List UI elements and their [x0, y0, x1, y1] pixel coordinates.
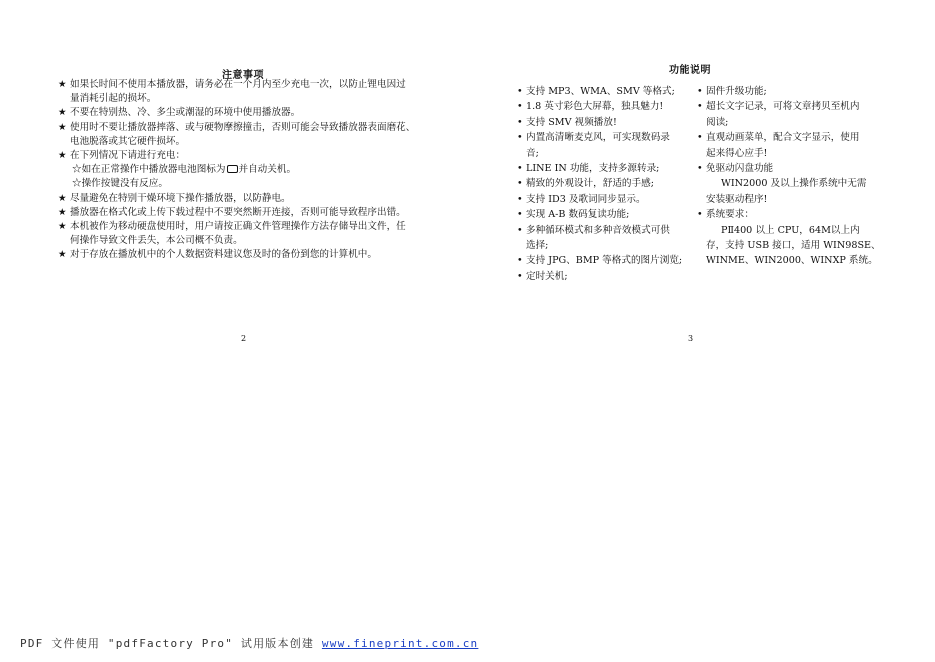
star-bullet-icon: ★ [58, 221, 67, 233]
note-text: 本机被作为移动硬盘使用时，用户请按正确文件管理操作方法存储导出文件，任 [70, 221, 406, 233]
feature-text: 安装驱动程序! [706, 193, 768, 205]
bullet-icon: • [697, 163, 703, 175]
bullet-icon: • [517, 193, 523, 205]
bullet-icon: • [517, 101, 523, 113]
note-text: 在下列情况下请进行充电： [70, 150, 186, 162]
note-item [58, 220, 438, 248]
note-item [58, 206, 438, 220]
note-item [58, 121, 438, 149]
feature-text: 阅读; [706, 116, 729, 128]
note-item [58, 192, 438, 206]
feature-item [517, 99, 692, 114]
note-text: 尽量避免在特别干燥环境下操作播放器，以防静电。 [70, 192, 291, 204]
feature-item [697, 130, 877, 145]
feature-text: 音; [526, 147, 539, 159]
feature-text: 起来得心应手! [706, 147, 768, 159]
feature-item [517, 207, 692, 222]
star-bullet-icon: ★ [58, 192, 67, 204]
note-text: ☆操作按键没有反应。 [72, 178, 168, 190]
note-item [58, 149, 438, 163]
note-text: 播放器在格式化或上传下载过程中不要突然断开连接，否则可能导致程序出错。 [70, 206, 406, 218]
feature-text: 直观动画菜单，配合文字显示，使用 [706, 132, 860, 144]
feature-item [697, 207, 877, 222]
note-item [58, 78, 438, 106]
bullet-icon: • [697, 101, 703, 113]
bullet-icon: • [697, 209, 703, 221]
feature-text: 1.8 英寸彩色大屏幕，独具魅力! [526, 101, 664, 113]
star-bullet-icon: ★ [58, 107, 67, 119]
note-text: 并自动关机。 [238, 164, 297, 176]
footer-text: PDF 文件使用 "pdfFactory Pro" 试用版本创建 [20, 637, 322, 650]
bullet-icon: • [517, 132, 523, 144]
feature-item [517, 253, 692, 268]
feature-text: 免驱动闪盘功能 [706, 163, 774, 175]
feature-text: 内置高清晰麦克风，可实现数码录 [526, 132, 670, 144]
pdf-footer [20, 635, 478, 651]
feature-text: 精致的外观设计，舒适的手感; [526, 178, 654, 190]
feature-text: WINME、WIN2000、WINXP 系统。 [706, 255, 878, 267]
note-text: 对于存放在播放机中的个人数据资料建议您及时的备份到您的计算机中。 [70, 249, 377, 261]
bullet-icon: • [517, 116, 523, 128]
bullet-icon: • [517, 86, 523, 97]
bullet-icon: • [517, 270, 523, 282]
bullet-icon: • [697, 132, 703, 144]
feature-text: WIN2000 及以上操作系统中无需 [721, 178, 867, 190]
page-number-left: 2 [241, 334, 247, 343]
star-bullet-icon: ★ [58, 121, 67, 133]
feature-text: LINE IN 功能，支持多源转录; [526, 163, 660, 175]
feature-item [517, 161, 692, 176]
feature-item [517, 130, 692, 145]
feature-item [517, 84, 692, 99]
feature-item [697, 99, 877, 114]
star-bullet-icon: ★ [58, 79, 67, 90]
feature-text: 实现 A-B 数码复读功能; [526, 209, 630, 221]
star-bullet-icon: ★ [58, 150, 67, 162]
note-item [58, 248, 438, 262]
bullet-icon: • [517, 224, 523, 236]
precautions-list [58, 78, 438, 263]
battery-icon [227, 165, 238, 173]
feature-text: 固件升级功能; [706, 86, 767, 97]
feature-item [517, 176, 692, 191]
feature-text: 系统要求： [706, 209, 754, 221]
feature-text: 超长文字记录，可将文章拷贝至机内 [706, 101, 860, 113]
features-column-1 [517, 84, 692, 284]
note-text: 使用时不要让播放器摔落、或与硬物摩擦撞击，否则可能会导致播放器表面磨花、 [70, 121, 416, 133]
feature-item [517, 269, 692, 284]
feature-text: PⅡ400 以上 CPU，64M以上内 [721, 224, 860, 236]
note-text: 不要在特别热、冷、多尘或潮湿的环境中使用播放器。 [70, 107, 301, 119]
note-text: 如果长时间不使用本播放器，请务必在一个月内至少充电一次，以防止锂电因过 [70, 79, 406, 90]
bullet-icon: • [517, 178, 523, 190]
fineprint-link[interactable]: www.fineprint.com.cn [321, 637, 479, 650]
bullet-icon: • [517, 209, 523, 221]
feature-item [517, 115, 692, 130]
feature-item [697, 84, 877, 99]
bullet-icon: • [517, 255, 523, 267]
feature-text: 定时关机; [526, 270, 568, 282]
note-item [58, 106, 438, 120]
note-text: ☆如在正常操作中播放器电池图标为 [72, 164, 226, 176]
feature-text: 支持 JPG、BMP 等格式的图片浏览; [526, 255, 683, 267]
star-bullet-icon: ★ [58, 249, 67, 261]
feature-text: 支持 ID3 及歌词同步显示。 [526, 193, 646, 205]
note-text: 电池脱落或其它硬件损坏。 [70, 135, 186, 147]
right-page-title: 功能说明 [669, 65, 711, 76]
page-number-right: 3 [688, 334, 694, 343]
feature-text: 存，支持 USB 接口，适用 WIN98SE、 [706, 240, 881, 252]
note-text: 量消耗引起的损坏。 [70, 93, 157, 105]
features-column-2 [697, 84, 881, 269]
feature-text: 选择; [526, 240, 549, 252]
feature-item [517, 223, 692, 238]
note-subitem [58, 163, 438, 177]
note-text: 何操作导致文件丢失，本公司概不负责。 [70, 235, 243, 247]
feature-text: 支持 SMV 视频播放! [526, 116, 617, 128]
bullet-icon: • [697, 86, 703, 97]
note-subitem [58, 177, 438, 191]
feature-item [697, 161, 877, 176]
feature-text: 支持 MP3、WMA、SMV 等格式; [526, 86, 675, 97]
star-bullet-icon: ★ [58, 206, 67, 218]
feature-text: 多种循环模式和多种音效模式可供 [526, 224, 670, 236]
left-page-title: 注意事项 [222, 70, 264, 81]
bullet-icon: • [517, 163, 523, 175]
feature-item [517, 192, 692, 207]
